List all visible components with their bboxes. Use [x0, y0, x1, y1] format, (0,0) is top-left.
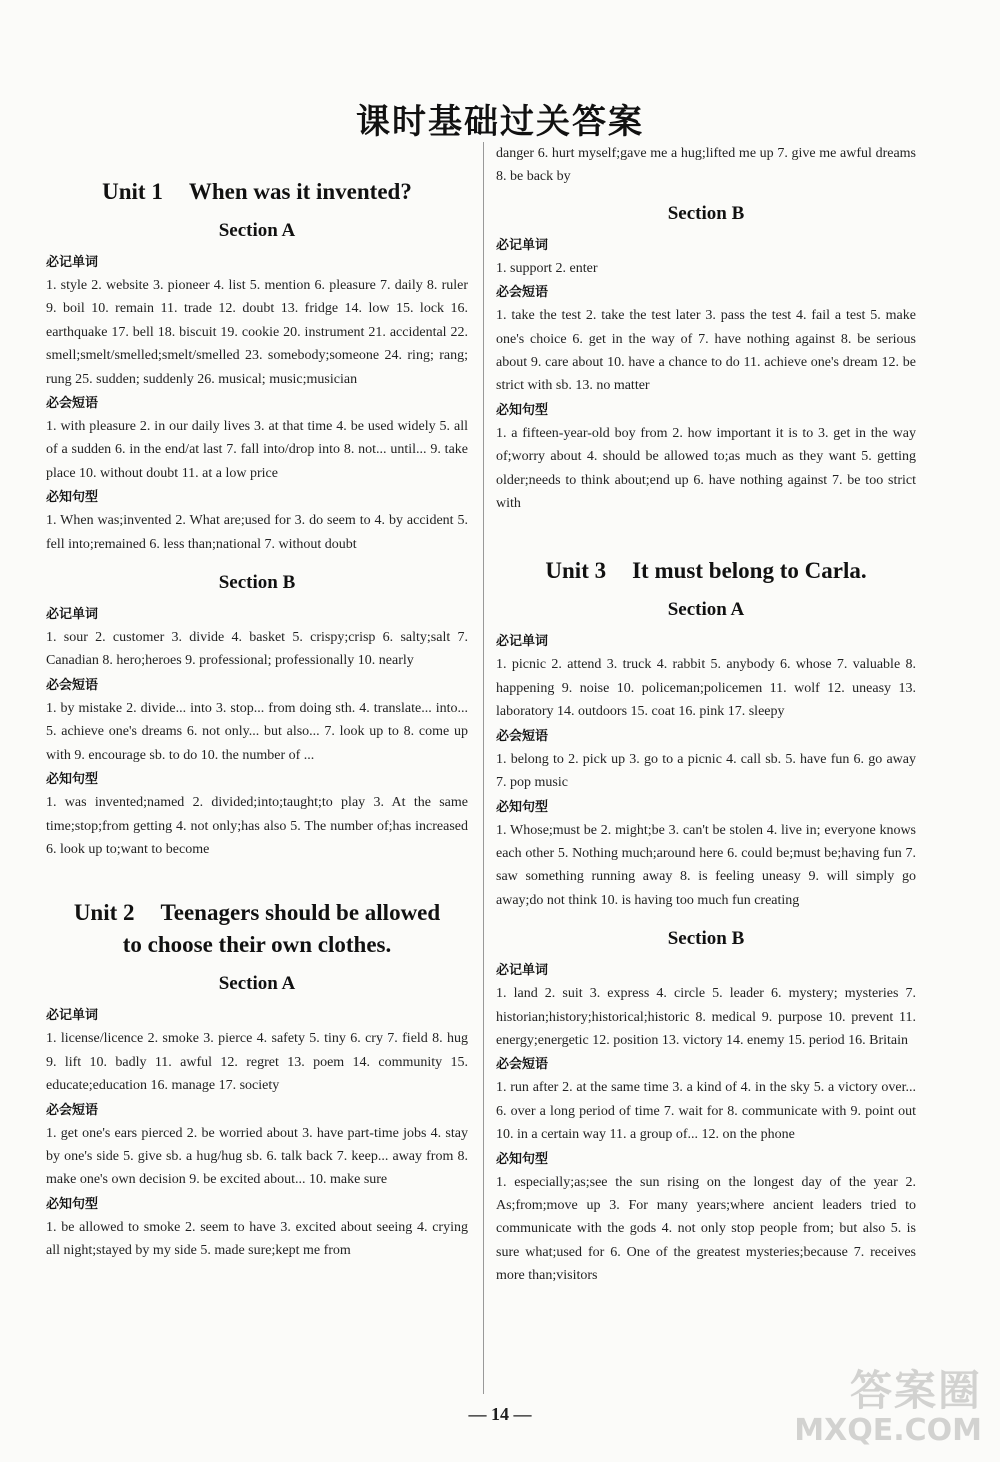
page-title: 课时基础过关答案 [356, 102, 644, 142]
unit-2-section-b-title: Section B [667, 202, 745, 224]
unit-3-heading [496, 523, 916, 587]
unit-2-b-phrases: 1. take the test 2. take the test later 3. pass the test 4. fail a test 5. make one's choice 6. get in the way of 7. have nothing against 8. be serious about 9. care about 10. have a chance to do 11. achieve one's dream 12. be strict with sb. 13. no matter [496, 308, 916, 394]
unit-2-section-a-title: Section A [218, 973, 296, 995]
unit-3-title: It must belong to Carla. [632, 558, 867, 584]
words-label: 必记单词 [496, 634, 549, 650]
unit-2-heading [46, 865, 468, 961]
unit-3-a-patterns: 1. Whose;must be 2. might;be 3. can't be stolen 4. live in; everyone knows each other 5. Nothing much;around here 6. could be;must be;having fun 7. saw something running away 8. is feeling uneasy 9. will simply go away;do not think 10. is having too much fun creating [496, 822, 916, 908]
words-label: 必记单词 [46, 607, 99, 623]
unit-2-b-patterns: 1. a fifteen-year-old boy from 2. how important it is to 3. get in the way of;worry about 4. should be allowed to;as much as they want 5. getting older;needs to think about;end up 6. have nothing against 7. be too strict with [496, 425, 916, 512]
unit-3-a-phrases: 1. belong to 2. pick up 3. go to a picnic 4. call sb. 5. have fun 6. go away 7. pop music [496, 751, 916, 791]
patterns-label: 必知句型 [496, 799, 549, 815]
unit-3-section-a-title: Section A [667, 599, 745, 621]
unit-1-a-words: 1. style 2. website 3. pioneer 4. list 5. mention 6. pleasure 7. daily 8. ruler 9. boil 10. remain 11. trade 12. doubt 13. fridge 14. low 15. lock 16. earthquake 17. bell 18. biscuit 19. cookie 20. instrument 21. accidental 22. smell;smelt/smelled;smelt/smelled 23. somebody;someone 24. ring; rang; rung 25. sudden; suddenly 26. musical; music;musician [46, 278, 468, 387]
unit-1-section-b-title: Section B [218, 572, 296, 594]
unit-1-a-patterns: 1. When was;invented 2. What are;used for 3. do seem to 4. by accident 5. fell into;remained 6. less than;national 7. without doubt [46, 513, 468, 552]
unit-1-a-phrases: 1. with pleasure 2. in our daily lives 3. at that time 4. be used widely 5. all of a sudden 6. in the end/at last 7. fall into/drop into 8. not... until... 9. take place 10. without doubt 11. at a low price [46, 419, 468, 481]
right-column [496, 142, 916, 1288]
watermark-line-2: MXQE.COM [794, 1413, 982, 1448]
unit-3-section-b-title: Section B [667, 928, 745, 950]
patterns-label: 必知句型 [46, 1196, 99, 1212]
phrases-label: 必会短语 [496, 728, 549, 744]
words-label: 必记单词 [496, 237, 549, 253]
column-divider [483, 142, 484, 1394]
unit-3-b-words: 1. land 2. suit 3. express 4. circle 5. leader 6. mystery; mysteries 7. historian;history;historical;historic 8. medical 9. purpose 10. prevent 11. energy;energetic 12. position 13. victory 14. enemy 15. period 16. Britain [496, 986, 916, 1048]
words-label: 必记单词 [46, 255, 99, 270]
phrases-label: 必会短语 [46, 396, 99, 412]
unit-2-title: Teenagers should be allowed to choose their own clothes. [122, 900, 441, 958]
patterns-label: 必知句型 [496, 1151, 549, 1167]
phrases-label: 必会短语 [496, 1057, 549, 1073]
unit-3-b-patterns: 1. especially;as;see the sun rising on the longest day of the year 2. As;from;move up 3. For many years;where ancient leaders tried to communicate with the gods 4. not only stop people from; but also 5. is sure what;used for 6. One of the greatest mysteries;because 7. receives more than;visitors [496, 1174, 916, 1284]
unit-2-a-patterns-continued: danger 6. hurt myself;gave me a hug;lifted me up 7. give me awful dreams 8. be back by [496, 146, 916, 185]
unit-3-a-words: 1. picnic 2. attend 3. truck 4. rabbit 5. anybody 6. whose 7. valuable 8. happening 9. noise 10. policeman;policemen 11. wolf 12. uneasy 13. laboratory 14. outdoors 15. coat 16. pink 17. sleepy [496, 657, 916, 720]
unit-1-number: Unit 1 [102, 179, 163, 204]
phrases-label: 必会短语 [46, 677, 99, 693]
left-column [46, 142, 468, 1263]
unit-3-number: Unit 3 [545, 558, 607, 584]
unit-2-b-words: 1. support 2. enter [496, 260, 598, 276]
watermark-logo [794, 1368, 982, 1448]
unit-1-title: When was it invented? [188, 179, 412, 204]
words-label: 必记单词 [46, 1008, 99, 1024]
patterns-label: 必知句型 [496, 402, 549, 418]
page-number: — 14 — [468, 1404, 532, 1424]
unit-2-number: Unit 2 [73, 900, 135, 926]
unit-2-a-patterns: 1. be allowed to smoke 2. seem to have 3. excited about seeing 4. crying all night;stayed by my side 5. made sure;kept me from [46, 1219, 468, 1259]
words-label: 必记单词 [496, 963, 549, 979]
unit-2-a-words: 1. license/licence 2. smoke 3. pierce 4. safety 5. tiny 6. cry 7. field 8. hug 9. lift 10. badly 11. awful 12. regret 13. poem 14. community 15. educate;education 16. manage 17. society [46, 1031, 468, 1094]
unit-1-section-a-title: Section A [218, 220, 296, 241]
watermark-line-1: 答案圈 [849, 1366, 982, 1415]
unit-3-b-phrases: 1. run after 2. at the same time 3. a kind of 4. in the sky 5. a victory over... 6. over a long period of time 7. wait for 8. communicate with 9. point out 10. in a certain way 11. a group of... 12. on the phone [496, 1080, 916, 1143]
unit-1-b-words: 1. sour 2. customer 3. divide 4. basket 5. crispy;crisp 6. salty;salt 7. Canadian 8. hero;heroes 9. professional; professionally 10. nearly [46, 630, 468, 669]
unit-1-b-phrases: 1. by mistake 2. divide... into 3. stop... from doing sth. 4. translate... into... 5. achieve one's dreams 6. not only... but also... 7. look up to 8. come up with 9. encourage sb. to do 10. the number of ... [46, 700, 468, 763]
phrases-label: 必会短语 [496, 285, 549, 301]
unit-2-a-phrases: 1. get one's ears pierced 2. be worried about 3. have part-time jobs 4. stay by one's side 5. give sb. a hug/hug sb. 6. talk back 7. keep... away from 8. make one's own decision 9. be excited about... 10. make sure [46, 1125, 468, 1188]
unit-1-heading [46, 144, 468, 208]
patterns-label: 必知句型 [46, 772, 99, 788]
unit-1-b-patterns: 1. was invented;named 2. divided;into;taught;to play 3. At the same time;stop;from getting 4. not only;has also 5. The number of;has increased 6. look up to;want to become [46, 795, 468, 857]
patterns-label: 必知句型 [46, 490, 99, 506]
phrases-label: 必会短语 [46, 1102, 99, 1118]
